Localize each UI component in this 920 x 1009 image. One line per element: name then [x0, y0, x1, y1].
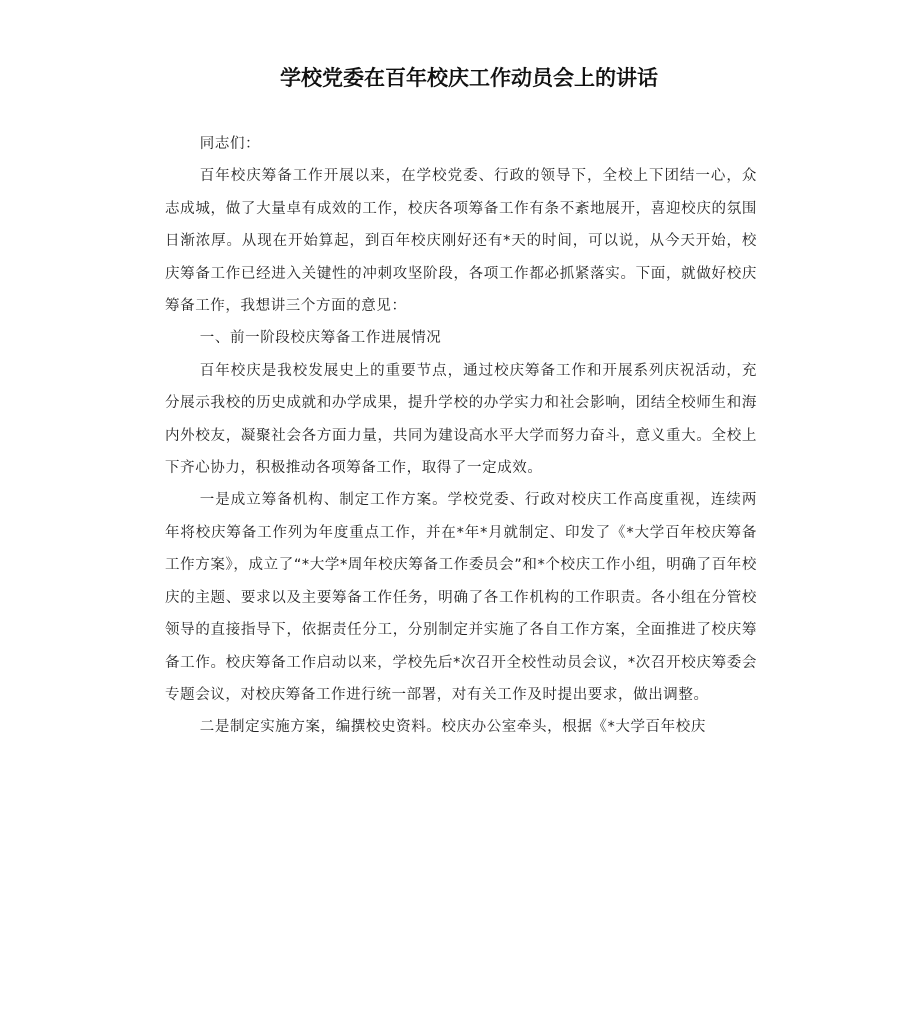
first-point-paragraph: 一是成立筹备机构、制定工作方案。学校党委、行政对校庆工作高度重视，连续两年将校庆筹备工作列为年度重点工作，并在*年*月就制定、印发了《*大学百年校庆筹备工作方案》，成立了“*大学*周年校庆筹备工作委员会”和*个校庆工作小组，明确了百年校庆的主题、要求以及主要筹备工作任务，明确了各工作机构的工作职责。各小组在分管校领导的直接指导下，依据责任分工，分别制定并实施了各自工作方案，全面推进了校庆筹备工作。校庆筹备工作启动以来，学校先后*次召开全校性动员会议，*次召开校庆筹委会专题会议，对校庆筹备工作进行统一部署，对有关工作及时提出要求，做出调整。 [165, 492, 757, 703]
section-heading-1: 一、前一阶段校庆筹备工作进展情况 [199, 330, 442, 347]
document-body [165, 128, 757, 744]
document-title: 学校党委在百年校庆工作动员会上的讲话 [280, 66, 658, 90]
second-point-paragraph: 二是制定实施方案，编撰校史资料。校庆办公室牵头，根据《*大学百年校庆 [199, 719, 706, 736]
salutation-paragraph: 同志们： [199, 136, 261, 152]
significance-paragraph: 百年校庆是我校发展史上的重要节点，通过校庆筹备工作和开展系列庆祝活动，充分展示我校的历史成就和办学成果，提升学校的办学实力和社会影响，团结全校师生和海内外校友，凝聚社会各方面力量，共同为建设高水平大学而努力奋斗，意义重大。全校上下齐心协力，积极推动各项筹备工作，取得了一定成效。 [165, 362, 757, 477]
intro-paragraph: 百年校庆筹备工作开展以来，在学校党委、行政的领导下，全校上下团结一心，众志成城，做了大量卓有成效的工作，校庆各项筹备工作有条不紊地展开，喜迎校庆的氛围日渐浓厚。从现在开始算起，到百年校庆刚好还有*天的时间，可以说，从今天开始，校庆筹备工作已经进入关键性的冲刺攻坚阶段，各项工作都必抓紧落实。下面，就做好校庆筹备工作，我想讲三个方面的意见： [165, 168, 757, 315]
